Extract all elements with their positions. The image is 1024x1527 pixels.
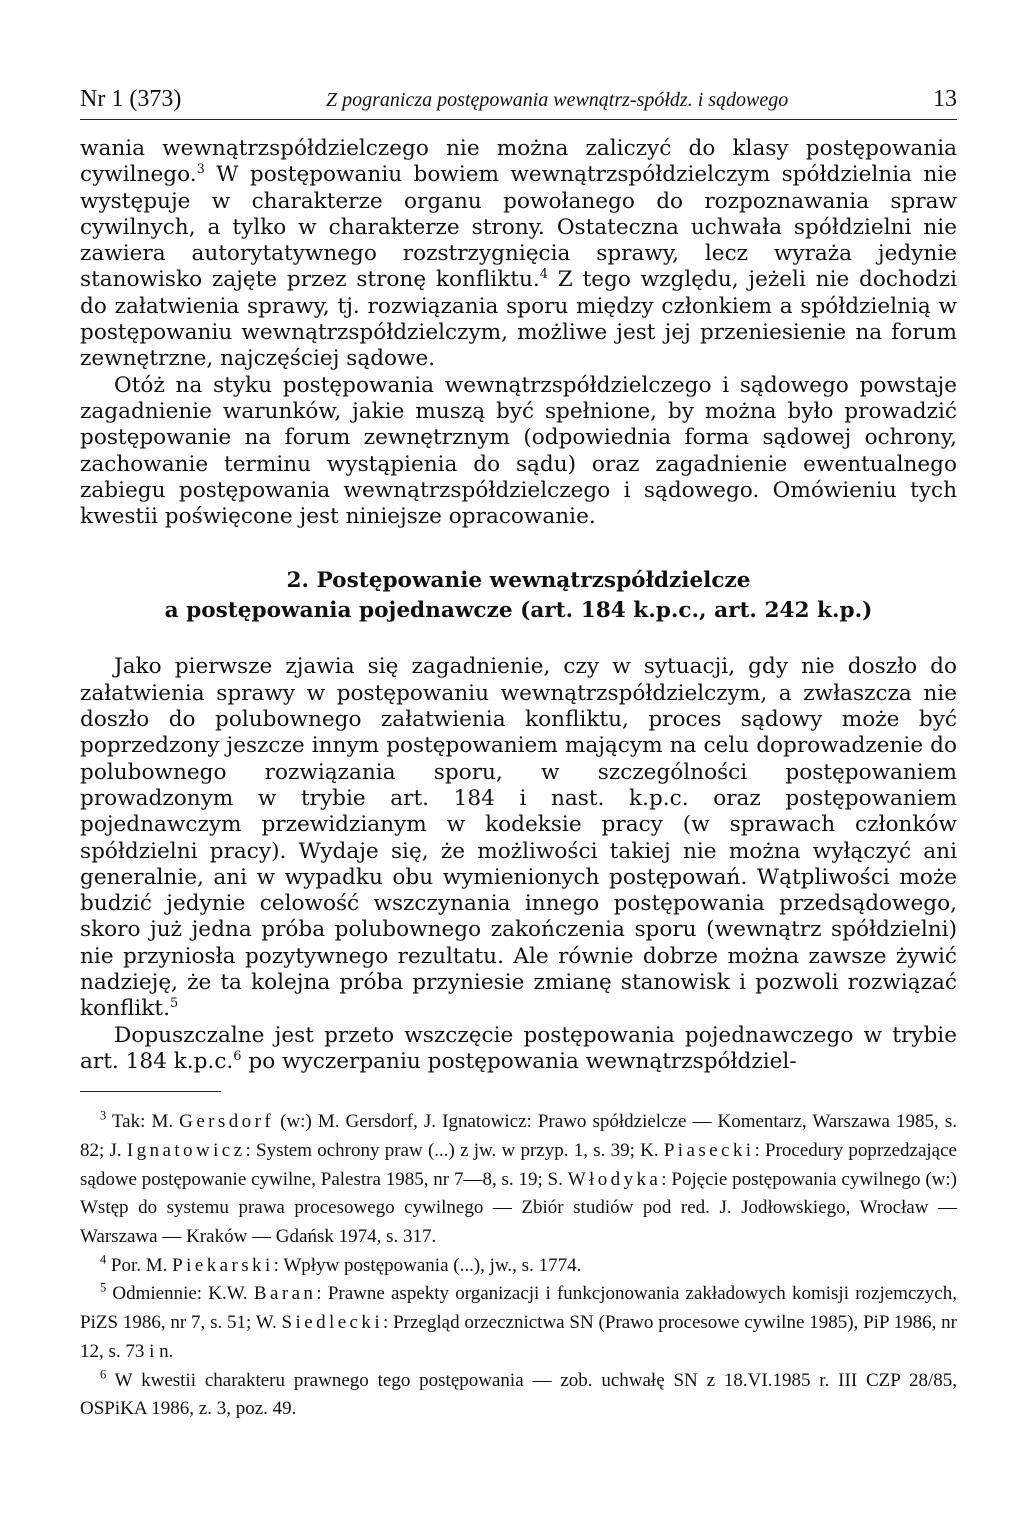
paragraph — [80, 136, 957, 373]
page — [80, 84, 957, 1424]
text-run: : Pojęcie postępowania cywilnego (w:) Wstęp do systemu prawa procesowego cywilnego — Zbiór studiów pod red. J. Jodłowskiego, Wrocław — Warszawa — Kraków — Gdańsk 1974, s. 317. — [80, 1168, 958, 1248]
running-header — [80, 84, 957, 120]
footnote — [80, 1252, 957, 1281]
journal-number: Nr 1 (373) — [80, 86, 182, 112]
footnote — [80, 1367, 957, 1424]
author-name: Baran — [253, 1283, 317, 1305]
body-text — [80, 136, 957, 1075]
paragraph: Otóż na styku postępowania wewnątrzspółdzielczego i sądowego powstaje zagadnienie warunków, jakie muszą być spełnione, by można było prowadzić postępowanie na forum zewnętrznym (odpowiednia forma sądowej ochrony, zachowanie terminu wystąpienia do sądu) oraz zagadnienie ewentualnego zabiegu postępowania wewnątrzspółdzielczego i sądowego. Omówieniu tych kwestii poświęcone jest niniejsze opracowanie. — [80, 372, 957, 530]
text-run: po wyczerpaniu postępowania wewnątrzspółdziel- — [241, 1048, 797, 1074]
footnote-marker: 5 — [100, 1281, 107, 1296]
footnote-ref: 4 — [539, 267, 548, 283]
text-run: Odmiennie: K.W. — [106, 1283, 254, 1305]
text-run: : Prawne aspekty organizacji i funkcjonowania zakładowych komisji rozjemczych, PiZS 1986, nr 7, s. 51; W. — [80, 1283, 957, 1334]
text-run: W postępowaniu bowiem wewnątrzspółdzielczym spółdzielnia nie występuje w charakterze organu powołanego do rozpoznawania spraw cywilnych, a tylko w charakterze strony. Ostateczna uchwała spółdzielni nie zawiera autorytatywnego rozstrzygnięcia sprawy, lecz wyraża jedynie stanowisko zajęte przez stronę konfliktu. — [80, 162, 957, 293]
footnote-ref: 5 — [169, 996, 179, 1012]
author-name: Piasecki — [663, 1139, 755, 1161]
text-run: Z tego względu, jeżeli nie dochodzi do załatwienia sprawy, tj. rozwiązania sporu między członkiem a spółdzielnią w postępowaniu wewnątrzspółdzielczym, możliwe jest jej przeniesienie na forum zewnętrzne, najczęściej sądowe. — [80, 267, 957, 372]
author-name: Piekarski — [172, 1254, 274, 1276]
footnote-divider — [80, 1091, 221, 1092]
footnote — [80, 1108, 957, 1252]
running-title: Z pogranicza postępowania wewnątrz-spółdz. i sądowego — [326, 89, 789, 111]
footnote-marker: 4 — [100, 1252, 107, 1267]
footnote-ref: 3 — [196, 162, 205, 178]
author-name: Gersdorf — [179, 1111, 275, 1133]
footnote-ref: 6 — [233, 1048, 242, 1064]
text-run: wania wewnątrzspółdzielczego nie można zaliczyć do klasy postępowania cywilnego. — [80, 136, 957, 188]
paragraph — [80, 654, 957, 1022]
footnote-marker: 3 — [100, 1108, 107, 1123]
section-heading-line: a postępowania pojednawcze (art. 184 k.p.c., art. 242 k.p.) — [164, 598, 873, 624]
section-heading — [80, 566, 957, 626]
section-heading-line: 2. Postępowanie wewnątrzspółdzielcze — [286, 568, 751, 594]
text-run: Tak: M. — [106, 1111, 180, 1133]
author-name: Włodyka — [567, 1168, 662, 1190]
text-run: W kwestii charakteru prawnego tego postępowania — zob. uchwałę SN z 18.VI.1985 r. III CZP 28/85, OSPiKA 1986, z. 3, poz. 49. — [80, 1369, 957, 1420]
paragraph — [80, 1023, 957, 1076]
text-run: (w:) M. Gersdorf, J. Ignatowicz: Prawo spółdzielcze — Komentarz, Warszawa 1985, s. 82; J. — [80, 1111, 957, 1161]
author-name: Siedlecki — [281, 1312, 384, 1334]
text-run: Dopuszczalne jest przeto wszczęcie postępowania pojednawczego w trybie art. 184 k.p.c. — [80, 1022, 957, 1074]
text-run: : System ochrony praw (...) z jw. w przyp. 1, s. 39; K. — [245, 1139, 664, 1161]
text-run: : Procedury poprzedzające sądowe postępowanie cywilne, Palestra 1985, nr 7—8, s. 19; S. — [80, 1139, 957, 1190]
text-run: Jako pierwsze zjawia się zagadnienie, czy w sytuacji, gdy nie doszło do załatwienia sprawy w postępowaniu wewnątrzspółdzielczym, a zwłaszcza nie doszło do polubownego załatwienia konfliktu, proces sądowy może być poprzedzony jeszcze innym postępowaniem mającym na celu doprowadzenie do polubownego rozwiązania sporu, w szczególności postępowaniem prowadzonym w trybie art. 184 i nast. k.p.c. oraz postępowaniem pojednawczym przewidzianym w kodeksie pracy (w sprawach członków spółdzielni pracy). Wydaje się, że możliwości takiej nie można wyłączyć ani generalnie, ani w wypadku obu wymienionych postępowań. Wątpliwości może budzić jedynie celowość wszczynania innego postępowania przedsądowego, skoro już jedna próba polubownego zakończenia sporu (wewnątrz spółdzielni) nie przyniosła pozytywnego rezultatu. Ale równie dobrze można zawsze żywić nadzieję, że ta kolejna próba przyniesie zmianę stanowisk i pozwoli rozwiązać konflikt. — [80, 654, 957, 1022]
text-run: : Wpływ postępowania (...), jw., s. 1774. — [273, 1254, 582, 1276]
text-run: : Przegląd orzecznictwa SN (Prawo procesowe cywilne 1985), PiP 1986, nr 12, s. 73 i n. — [80, 1312, 957, 1362]
text-run: Por. M. — [106, 1254, 173, 1276]
page-number: 13 — [932, 86, 957, 112]
footnote — [80, 1280, 957, 1366]
footnote-marker: 6 — [100, 1367, 107, 1382]
author-name: Ignatowicz — [126, 1139, 246, 1161]
footnotes — [80, 1108, 957, 1424]
